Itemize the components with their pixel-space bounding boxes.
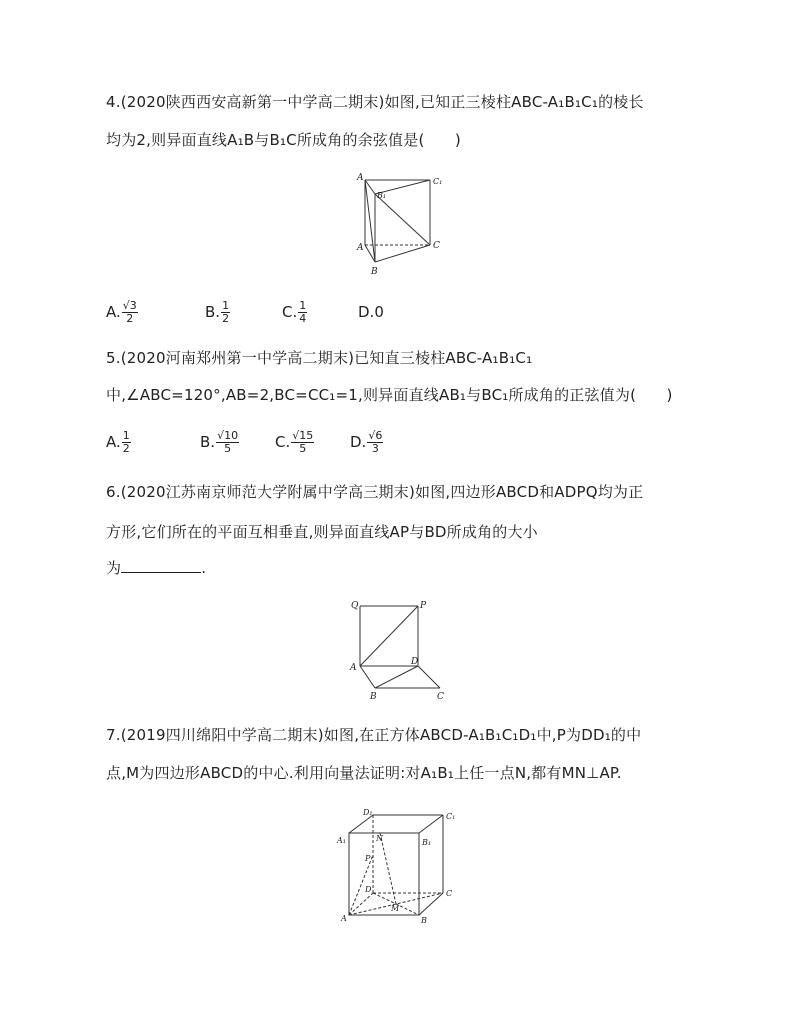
q4-text-line1: 4.(2020陕西西安高新第一中学高二期末)如图,已知正三棱柱ABC-A₁B₁C₁的棱长 [106, 93, 644, 111]
q4-option-b [205, 300, 230, 325]
q6-squares-figure [345, 598, 455, 703]
q6-label-b: B [370, 692, 377, 702]
fraction-denominator: 5 [299, 442, 307, 455]
q7-label-p: P [365, 854, 371, 863]
q5-option-a [106, 430, 131, 455]
q5-text-line2: 中,∠ABC=120°,AB=2,BC=CC₁=1,则异面直线AB₁与BC₁所成角的正弦值为( ) [106, 386, 673, 404]
q7-label-d1: D₁ [363, 808, 373, 817]
q6-answer-blank[interactable] [121, 558, 201, 573]
fraction-numerator: √6 [368, 429, 383, 442]
fraction-denominator: 2 [126, 312, 134, 325]
q7-label-n: N [376, 834, 383, 843]
q4-prism-figure [355, 170, 465, 280]
q7-label-a1: A₁ [337, 836, 346, 845]
q4-label-a: A [357, 243, 364, 253]
option-letter: C. [282, 303, 298, 321]
q6-text-line2: 方形,它们所在的平面互相垂直,则异面直线AP与BD所成角的大小 [106, 523, 538, 541]
q4-label-a1: A [357, 173, 364, 183]
q6-prefix: 为 [106, 559, 122, 577]
q6-label-q: Q [351, 601, 359, 611]
q4-option-d [358, 302, 384, 322]
q6-text-line1: 6.(2020江苏南京师范大学附属中学高三期末)如图,四边形ABCD和ADPQ均为正 [106, 483, 644, 501]
fraction-numerator: √3 [122, 299, 137, 312]
q5-text-line1: 5.(2020河南郑州第一中学高二期末)已知直三棱柱ABC-A₁B₁C₁ [106, 349, 533, 367]
option-letter: D. [358, 303, 375, 321]
option-letter: D. [350, 433, 367, 451]
q7-text-line2: 点,M为四边形ABCD的中心.利用向量法证明:对A₁B₁上任一点N,都有MN⊥AP. [106, 764, 622, 782]
q7-label-b1: B₁ [422, 838, 432, 847]
fraction [122, 300, 138, 325]
q4-option-a [106, 300, 138, 325]
option-value: 0 [374, 303, 384, 321]
fraction [367, 430, 383, 455]
option-letter: B. [205, 303, 221, 321]
option-letter: B. [200, 433, 216, 451]
q4-label-c: C [433, 241, 440, 251]
q7-label-a: A [341, 914, 347, 923]
q7-label-m: M [391, 904, 400, 913]
q6-label-a: A [350, 663, 357, 673]
q5-option-c [275, 430, 314, 455]
fraction-denominator: 5 [224, 442, 232, 455]
q4-label-b: B [371, 267, 378, 277]
fraction [221, 300, 230, 325]
option-letter: A. [106, 433, 121, 451]
q7-label-c: C [446, 889, 453, 898]
q5-option-b [200, 430, 239, 455]
fraction [291, 430, 314, 455]
fraction-numerator: √15 [292, 429, 314, 442]
q7-label-b: B [421, 916, 427, 925]
fraction [122, 430, 131, 455]
q4-text-line2: 均为2,则异面直线A₁B与B₁C所成角的余弦值是( ) [106, 131, 461, 149]
fraction-numerator: √10 [217, 429, 239, 442]
fraction-denominator: 2 [222, 312, 230, 325]
q5-option-d [350, 430, 383, 455]
fraction-denominator: 3 [371, 442, 379, 455]
q6-text-line3 [106, 558, 206, 578]
fraction-numerator: 1 [299, 299, 307, 312]
q7-label-d: D [365, 885, 372, 894]
option-letter: C. [275, 433, 291, 451]
fraction-numerator: 1 [222, 299, 230, 312]
q4-label-b1: B₁ [377, 191, 387, 200]
fraction-numerator: 1 [122, 429, 130, 442]
fraction-denominator: 2 [122, 442, 130, 455]
option-letter: A. [106, 303, 121, 321]
q6-suffix: . [201, 559, 207, 577]
q7-cube-figure [335, 805, 465, 925]
fraction-denominator: 4 [299, 312, 307, 325]
fraction [216, 430, 239, 455]
q6-label-c: C [437, 692, 444, 702]
q6-label-p: P [420, 601, 427, 611]
q4-option-c [282, 300, 307, 325]
fraction [298, 300, 307, 325]
q7-label-c1: C₁ [446, 812, 456, 821]
q7-text-line1: 7.(2019四川绵阳中学高二期末)如图,在正方体ABCD-A₁B₁C₁D₁中,P为DD₁的中 [106, 726, 642, 744]
q4-label-c1: C₁ [433, 177, 443, 186]
q6-label-d: D [411, 657, 419, 667]
